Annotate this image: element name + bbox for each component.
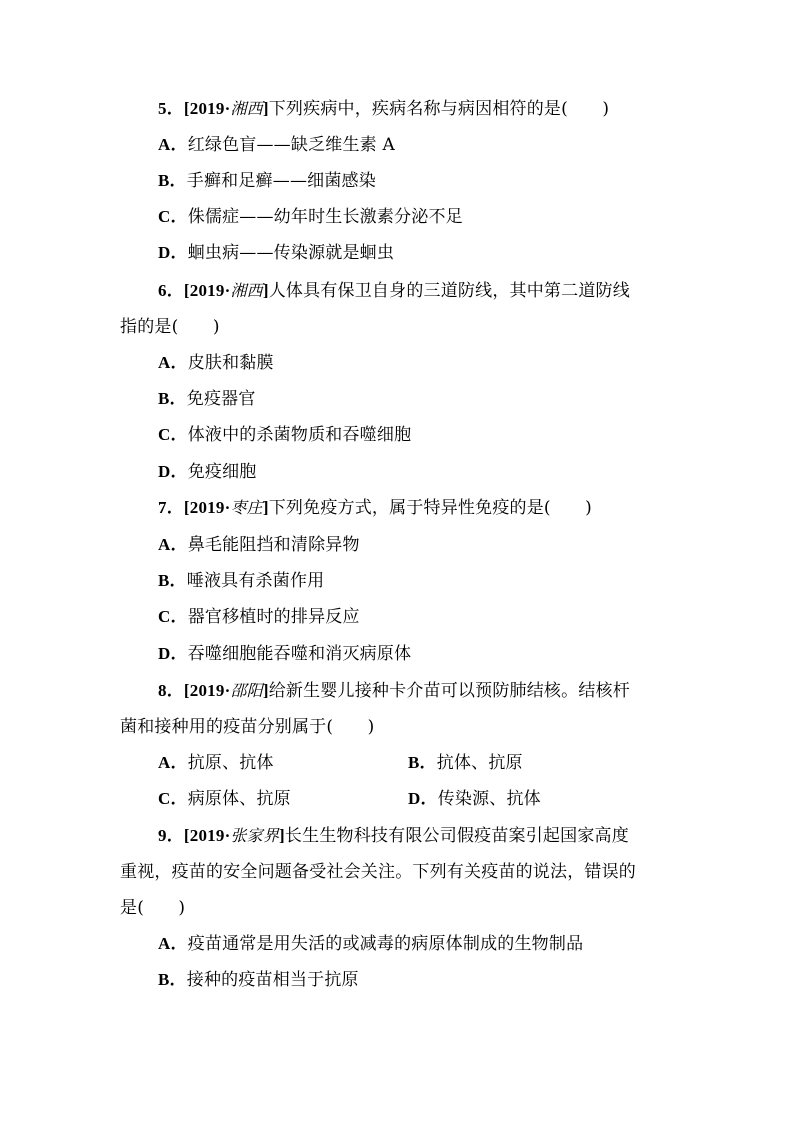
- option-a: [158, 134, 395, 156]
- option-c: [158, 206, 463, 228]
- option-b: [408, 752, 523, 774]
- option-text: 唾液具有杀菌作用: [186, 571, 325, 591]
- option-letter: A．: [158, 934, 188, 953]
- option-text: 抗体、抗原: [436, 753, 523, 773]
- option-c: [158, 788, 291, 810]
- option-text: 免疫细胞: [187, 462, 257, 482]
- source-place: 邵阳: [230, 683, 263, 700]
- option-c: [158, 606, 360, 628]
- option-c: [158, 424, 411, 446]
- option-text: 手癣和足癣——细菌感染: [186, 171, 376, 191]
- option-text: 蛔虫病——传染源就是蛔虫: [187, 243, 395, 263]
- source-tag: [184, 99, 269, 118]
- source-place: 枣庄: [230, 500, 263, 517]
- option-text: 疫苗通常是用失活的或减毒的病原体制成的生物制品: [187, 934, 584, 954]
- option-letter: D．: [158, 243, 188, 262]
- option-letter: B．: [408, 753, 437, 772]
- stem-text: 重视，疫苗的安全问题备受社会关注。下列有关疫苗的说法，错误的: [120, 862, 636, 882]
- option-letter: B．: [158, 389, 187, 408]
- stem-text: 给新生婴儿接种卡介苗可以预防肺结核。结核杆: [268, 681, 630, 701]
- option-b: [158, 170, 376, 192]
- stem-text: 是( ): [120, 898, 186, 918]
- option-a: [158, 933, 583, 955]
- source-close: ]: [262, 281, 269, 300]
- option-letter: B．: [158, 571, 187, 590]
- option-letter: A．: [158, 135, 188, 154]
- source-close: ]: [262, 681, 269, 700]
- stem-text: 下列疾病中，疾病名称与病因相符的是( ): [268, 99, 610, 119]
- source-year: [2019·: [183, 826, 231, 845]
- option-d: [158, 461, 257, 483]
- option-a: [158, 352, 274, 374]
- question-number: 5．: [158, 99, 184, 118]
- question-number: 7．: [158, 498, 184, 517]
- question-6-stem: [158, 280, 630, 303]
- option-text: 鼻毛能阻挡和清除异物: [187, 535, 360, 555]
- question-9-stem-cont: [120, 861, 636, 883]
- option-text: 器官移植时的排异反应: [187, 607, 360, 627]
- question-7-stem: [158, 497, 592, 520]
- option-b: [158, 388, 256, 410]
- question-number: 8．: [158, 681, 184, 700]
- source-close: ]: [262, 99, 269, 118]
- option-letter: A．: [158, 753, 188, 772]
- source-tag: [184, 681, 269, 700]
- source-place: 湘西: [230, 283, 263, 300]
- question-8-stem-cont: [120, 716, 374, 738]
- option-d: [408, 788, 541, 810]
- option-text: 皮肤和黏膜: [187, 353, 274, 373]
- source-place: 湘西: [230, 101, 263, 118]
- option-b: [158, 969, 359, 991]
- stem-text: 菌和接种用的疫苗分别属于( ): [120, 717, 375, 737]
- option-text: 免疫器官: [186, 389, 256, 409]
- question-number: 9．: [158, 826, 184, 845]
- option-letter: C．: [158, 789, 188, 808]
- option-text: 红绿色盲——缺乏维生素 A: [187, 135, 395, 155]
- option-d: [158, 643, 411, 665]
- option-text: 侏儒症——幼年时生长激素分泌不足: [187, 207, 463, 227]
- stem-text: 下列免疫方式，属于特异性免疫的是( ): [268, 498, 592, 518]
- question-9-stem-cont: [120, 897, 185, 919]
- question-8-stem: [158, 680, 630, 703]
- option-text: 抗原、抗体: [187, 753, 274, 773]
- source-tag: [184, 826, 285, 845]
- option-b: [158, 570, 324, 592]
- option-a: [158, 752, 274, 774]
- question-5-stem: [158, 98, 609, 121]
- source-tag: [184, 281, 269, 300]
- option-letter: A．: [158, 535, 188, 554]
- option-letter: D．: [158, 644, 188, 663]
- option-text: 接种的疫苗相当于抗原: [186, 970, 359, 990]
- option-d: [158, 242, 394, 264]
- source-year: [2019·: [183, 99, 231, 118]
- option-letter: A．: [158, 353, 188, 372]
- option-letter: B．: [158, 171, 187, 190]
- question-6-stem-cont: [120, 316, 220, 338]
- source-year: [2019·: [183, 681, 231, 700]
- option-text: 体液中的杀菌物质和吞噬细胞: [187, 425, 412, 445]
- question-9-stem: [158, 825, 629, 848]
- option-letter: C．: [158, 207, 188, 226]
- option-letter: D．: [158, 462, 188, 481]
- stem-text: 指的是( ): [120, 317, 220, 337]
- source-close: ]: [262, 498, 269, 517]
- option-text: 吞噬细胞能吞噬和消灭病原体: [187, 644, 412, 664]
- source-year: [2019·: [183, 498, 231, 517]
- source-year: [2019·: [183, 281, 231, 300]
- option-letter: C．: [158, 607, 188, 626]
- option-a: [158, 534, 360, 556]
- option-text: 病原体、抗原: [187, 789, 291, 809]
- option-letter: B．: [158, 970, 187, 989]
- question-number: 6．: [158, 281, 184, 300]
- source-place: 张家界: [230, 828, 280, 845]
- option-letter: C．: [158, 425, 188, 444]
- option-letter: D．: [408, 789, 438, 808]
- stem-text: 长生生物科技有限公司假疫苗案引起国家高度: [284, 826, 629, 846]
- source-close: ]: [279, 826, 285, 845]
- option-text: 传染源、抗体: [437, 789, 541, 809]
- stem-text: 人体具有保卫自身的三道防线，其中第二道防线: [268, 281, 630, 301]
- source-tag: [184, 498, 269, 517]
